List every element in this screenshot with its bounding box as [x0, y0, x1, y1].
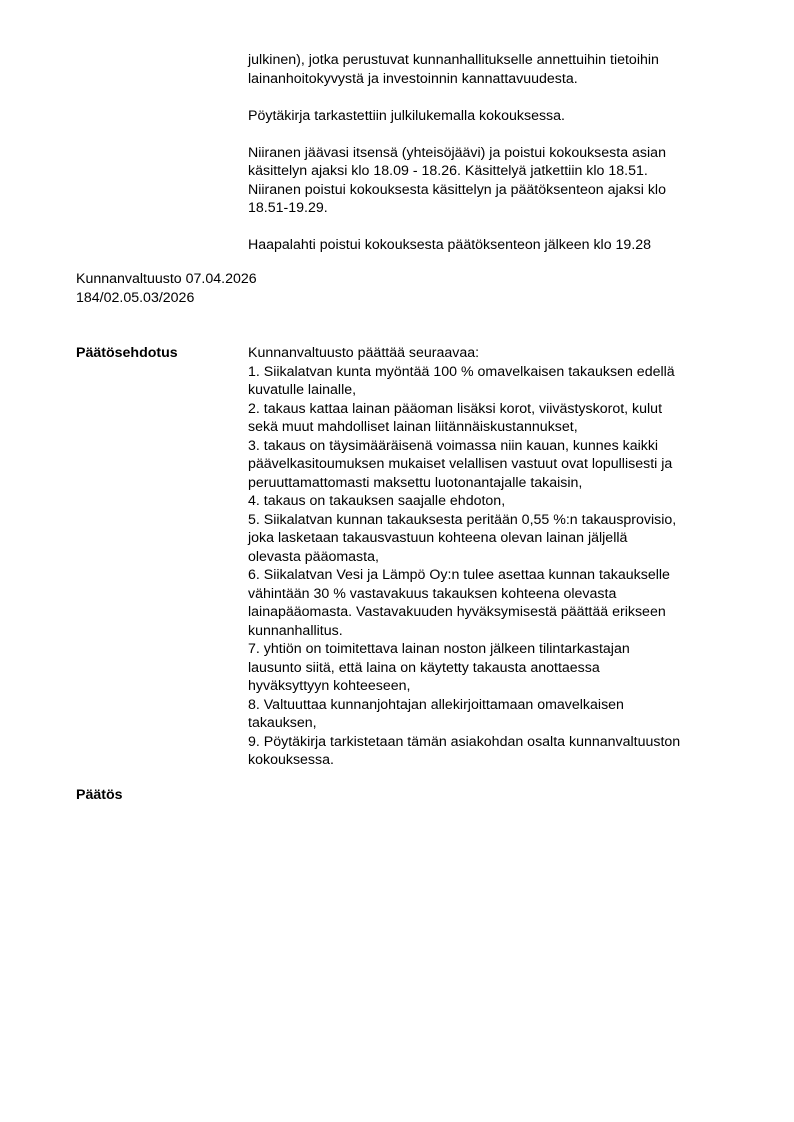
meeting-body-date: Kunnanvaltuusto 07.04.2026 [76, 271, 257, 287]
proposal-line: vähintään 30 % vastavakuus takauksen kohteena olevasta [248, 585, 617, 602]
proposal-heading: Päätösehdotus [76, 345, 178, 361]
proposal-line: 5. Siikalatvan kunnan takauksesta peritään 0,55 %:n takausprovisio, [248, 511, 677, 528]
proposal-line: lausunto siitä, että laina on käytetty takausta anottaessa [248, 659, 600, 676]
intro-line: Haapalahti poistui kokouksesta päätöksenteon jälkeen klo 19.28 [248, 237, 652, 253]
intro-line: käsittelyn ajaksi klo 18.09 - 18.26. Käsittelyä jatkettiin klo 18.51. [248, 163, 648, 179]
proposal-line: joka lasketaan takausvastuun kohteena olevan lainan jäljellä [248, 530, 628, 546]
proposal-line: 1. Siikalatvan kunta myöntää 100 % omavelkaisen takauksen edellä [248, 363, 675, 380]
intro-line: 18.51-19.29. [248, 200, 328, 216]
proposal-line: sekä muut mahdolliset lainan liitännäiskustannukset, [248, 419, 578, 435]
proposal-line: kunnanhallitus. [248, 622, 343, 639]
proposal-line: 7. yhtiön on toimitettava lainan noston jälkeen tilintarkastajan [248, 641, 630, 657]
proposal-line: hyväksyttyyn kohteeseen, [248, 678, 411, 694]
intro-line: Niiranen poistui kokouksesta käsittelyn ja päätöksenteon ajaksi klo [248, 181, 666, 198]
meeting-reference: 184/02.05.03/2026 [76, 289, 195, 306]
proposal-line: peruuttamattomasti maksettu luotonantajalle takaisin, [248, 474, 583, 491]
proposal-line: kokouksessa. [248, 752, 334, 768]
proposal-line: 2. takaus kattaa lainan pääoman lisäksi korot, viivästyskorot, kulut [248, 400, 663, 417]
proposal-line: lainapääomasta. Vastavakuuden hyväksymisestä päättää erikseen [248, 604, 666, 620]
proposal-line: 6. Siikalatvan Vesi ja Lämpö Oy:n tulee asettaa kunnan takaukselle [248, 567, 670, 583]
proposal-line: 9. Pöytäkirja tarkistetaan tämän asiakohdan osalta kunnanvaltuuston [248, 733, 681, 750]
proposal-line: 3. takaus on täysimääräisenä voimassa niin kauan, kunnes kaikki [248, 437, 659, 454]
intro-line: lainanhoitokyvystä ja investoinnin kannattavuudesta. [248, 70, 578, 87]
proposal-line: Kunnanvaltuusto päättää seuraavaa: [248, 345, 480, 361]
proposal-line: 4. takaus on takauksen saajalle ehdoton, [248, 493, 506, 509]
decision-heading: Päätös [76, 787, 123, 803]
intro-line: julkinen), jotka perustuvat kunnanhallitukselle annettuihin tietoihin [248, 52, 659, 68]
proposal-line: päävelkasitoumuksen mukaiset velallisen vastuut ovat lopullisesti ja [248, 456, 673, 472]
intro-line: Pöytäkirja tarkastettiin julkilukemalla kokouksessa. [248, 107, 565, 124]
proposal-line: olevasta pääomasta, [248, 548, 379, 565]
intro-line: Niiranen jäävasi itsensä (yhteisöjäävi) ja poistui kokouksesta asian [248, 144, 666, 161]
proposal-line: takauksen, [248, 715, 317, 731]
proposal-line: kuvatulle lainalle, [248, 382, 357, 398]
proposal-line: 8. Valtuuttaa kunnanjohtajan allekirjoittamaan omavelkaisen [248, 696, 624, 713]
